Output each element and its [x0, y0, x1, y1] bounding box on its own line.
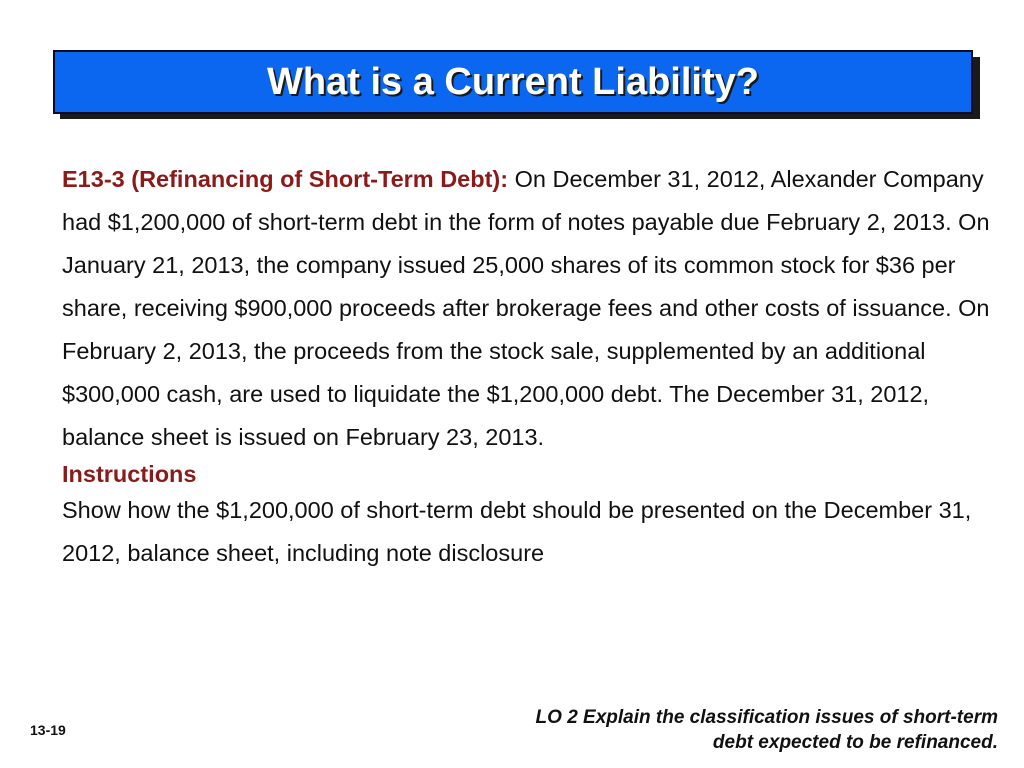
title-banner [53, 50, 973, 114]
slide-body [62, 158, 992, 575]
instructions-text: Show how the $1,200,000 of short-term debt should be presented on the December 31, 2012, balance sheet, including note disclosure [62, 497, 972, 566]
exercise-paragraph [62, 158, 992, 459]
instructions-heading: Instructions [62, 461, 197, 487]
learning-objective [378, 705, 998, 755]
learning-objective-line-2: debt expected to be refinanced. [712, 732, 998, 753]
slide-title: What is a Current Liability? [267, 60, 759, 103]
exercise-text: On December 31, 2012, Alexander Company had $1,200,000 of short-term debt in the form of notes payable due February 2, 2013. On January 21, 2013, the company issued 25,000 shares of its common stock for $36 per share, receiving $900,000 proceeds after brokerage fees and other costs of issuance. On February 2, 2013, the proceeds from the stock sale, supplemented by an additional $300,000 cash, are used to liquidate the $1,200,000 debt. The December 31, 2012, balance sheet is issued on February 23, 2013. [62, 166, 990, 450]
exercise-label: E13-3 (Refinancing of Short-Term Debt): [62, 166, 509, 192]
learning-objective-line-1: LO 2 Explain the classification issues of short-term [535, 707, 998, 728]
page-number: 13-19 [30, 722, 66, 738]
